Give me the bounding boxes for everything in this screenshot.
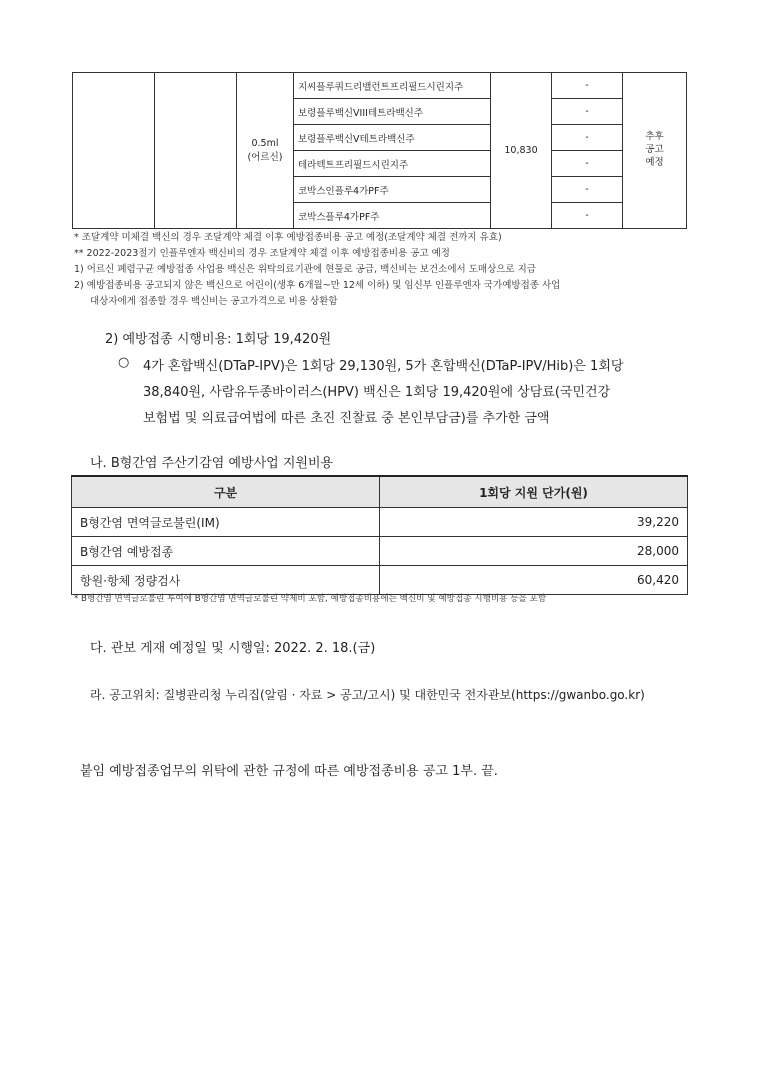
- product-extra: -: [552, 177, 623, 203]
- row-label: 항원·항체 정량검사: [72, 566, 380, 595]
- price-cell: 10,830: [491, 73, 552, 229]
- section-da-text: 다. 관보 게재 예정일 및 시행일: 2022. 2. 18.(금): [90, 641, 376, 656]
- table-note-5: 대상자에게 접종할 경우 백신비는 공고가격으로 비용 상환함: [90, 296, 338, 307]
- row-label: B형간염 면역글로불린(IM): [72, 508, 380, 537]
- empty-cell: [155, 73, 237, 229]
- bullet-circle: ○: [118, 355, 130, 370]
- hepb-cost-table: [71, 475, 688, 595]
- attachment-text: 붙임 예방접종업무의 위탁에 관한 규정에 따른 예방접종비용 공고 1부. 끝.: [80, 764, 498, 779]
- column-header: 1회당 지원 단가(원): [380, 476, 688, 508]
- product-name: 코박스플루4가PF주: [294, 203, 491, 229]
- section-2-line-1: 4가 혼합백신(DTaP-IPV)은 1회당 29,130원, 5가 혼합백신(DTaP-IPV/Hib)은 1회당: [143, 359, 624, 374]
- product-name: 테라텍트프리필드시린지주: [294, 151, 491, 177]
- table-note-4: 2) 예방접종비용 공고되지 않은 백신으로 어린이(생후 6개월~만 12세 이하) 및 임신부 인플루엔자 국가예방접종 사업: [74, 280, 561, 291]
- product-extra: -: [552, 151, 623, 177]
- section-2-line-3: 보험법 및 의료급여법에 따른 초진 진찰료 중 본인부담금)를 추가한 금액: [143, 411, 550, 426]
- dose-value: 0.5ml: [251, 138, 279, 149]
- column-header: 구분: [72, 476, 380, 508]
- product-name: 보령플루백신VIII테트라백신주: [294, 99, 491, 125]
- empty-cell: [73, 73, 155, 229]
- table-note-2: ** 2022-2023절기 인플루엔자 백신비의 경우 조달계약 체결 이후 예방접종비용 공고 예정: [74, 248, 450, 259]
- section-na-heading: 나. B형간염 주산기감염 예방사업 지원비용: [90, 456, 334, 471]
- vaccine-price-table: [72, 72, 687, 229]
- section-2-line-2: 38,840원, 사람유두종바이러스(HPV) 백신은 1회당 19,420원에 상담료(국민건강: [143, 385, 611, 400]
- table-row: [73, 73, 687, 99]
- table-row: [72, 537, 688, 566]
- product-name: 보령플루백신V테트라백신주: [294, 125, 491, 151]
- product-extra: -: [552, 203, 623, 229]
- dose-cell: [237, 73, 294, 229]
- table-note-3: 1) 어르신 폐렴구균 예방접종 사업용 백신은 위탁의료기관에 현물로 공급, 백신비는 보건소에서 도매상으로 지급: [74, 264, 536, 275]
- row-value: 39,220: [380, 508, 688, 537]
- product-name: 지씨플루쿼드리밸런트프리필드시린지주: [294, 73, 491, 99]
- product-extra: -: [552, 73, 623, 99]
- product-name: 코박스인플루4가PF주: [294, 177, 491, 203]
- remark-cell: [623, 73, 687, 229]
- product-extra: -: [552, 125, 623, 151]
- hepb-table-note: * B형간염 면역글로불린 투여에 B형간염 면역글로불린 약제비 포함, 예방접종비용에는 백신비 및 예방접종 시행비용 등을 포함: [74, 594, 547, 604]
- row-label: B형간염 예방접종: [72, 537, 380, 566]
- table-note-1: * 조달계약 미체결 백신의 경우 조달계약 체결 이후 예방접종비용 공고 예정(조달계약 체결 전까지 유효): [74, 232, 502, 243]
- row-value: 28,000: [380, 537, 688, 566]
- dose-note: (어르신): [247, 152, 283, 163]
- table-row: [72, 566, 688, 595]
- section-2-heading: 2) 예방접종 시행비용: 1회당 19,420원: [105, 332, 332, 347]
- remark-text: 추후 공고 예정: [645, 131, 664, 168]
- row-value: 60,420: [380, 566, 688, 595]
- table-header-row: [72, 476, 688, 508]
- product-extra: -: [552, 99, 623, 125]
- section-ra-text: 라. 공고위치: 질병관리청 누리집(알림 · 자료 > 공고/고시) 및 대한민국 전자관보(https://gwanbo.go.kr): [90, 688, 645, 702]
- table-row: [72, 508, 688, 537]
